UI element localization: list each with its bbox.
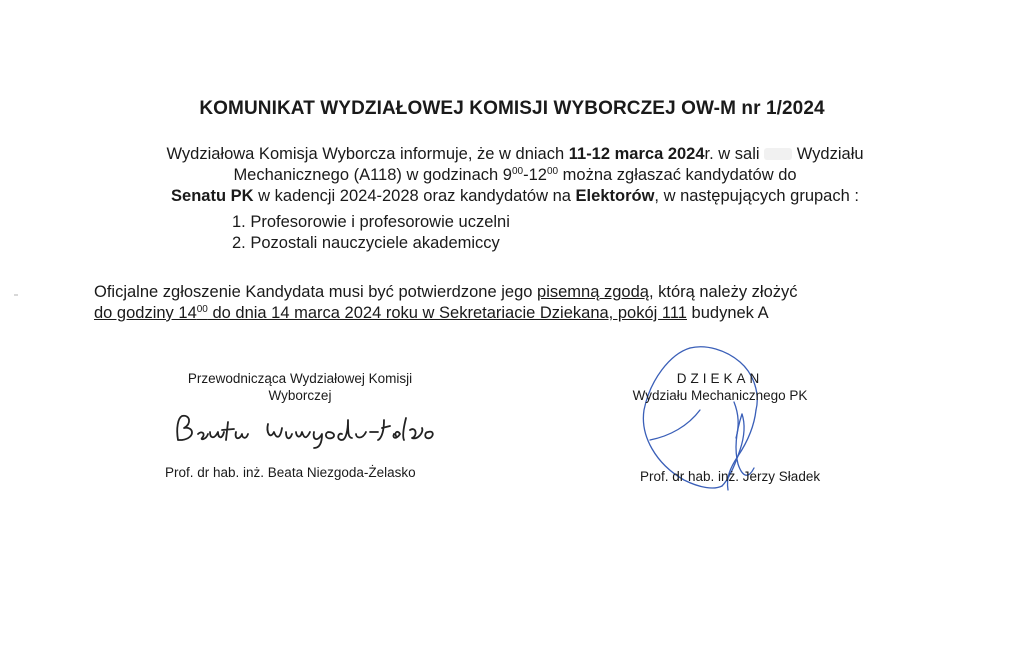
chair-handwritten-signature — [172, 410, 442, 450]
date-range: 11-12 marca 2024 — [568, 145, 705, 163]
announcement-line-3: Senatu PK w kadencji 2024-2028 oraz kandydatów na Elektorów, w następujących grupach : — [171, 187, 859, 205]
senat-pk: Senatu PK — [171, 187, 254, 205]
elektorow: Elektorów — [575, 187, 655, 205]
signature-block-dean — [600, 370, 840, 484]
submission-line-2: do godziny $14^{00}$ do dnia 14 marca 2024 roku w Sekretariacie Dziekana, pokój 111 budynek A — [94, 304, 769, 322]
chair-role-line-2: Wyborczej — [268, 388, 332, 403]
announcement-paragraph — [100, 144, 930, 207]
list-item: 2. Pozostali nauczyciele akademiccy — [232, 234, 500, 252]
dean-name: Prof. dr hab. inż. Jerzy Sładek — [640, 469, 821, 484]
announcement-line-2: Mechanicznego (A118) w godzinach $9^{00}-12^{00}$ można zgłaszać kandydatów do — [233, 166, 797, 184]
deadline-underlined: do godziny $14^{00}$ do dnia 14 marca 2024 roku w Sekretariacie Dziekana, pokój 111 — [94, 304, 687, 322]
signature-block-chair — [165, 370, 435, 480]
written-consent: pisemną zgodą — [537, 283, 649, 301]
chair-role-line-1: Przewodnicząca Wydziałowej Komisji — [187, 371, 413, 386]
announcement-line-1: Wydziałowa Komisja Wyborcza informuje, że w dniach 11-12 marca 2024r. w sali Wydziału — [166, 145, 864, 163]
groups-list — [232, 212, 510, 254]
dean-unit: Wydziału Mechanicznego PK — [632, 388, 808, 403]
chair-name: Prof. dr hab. inż. Beata Niezgoda-Żelasko — [165, 465, 416, 480]
document-title: KOMUNIKAT WYDZIAŁOWEJ KOMISJI WYBORCZEJ OW-M nr 1/2024 — [199, 98, 825, 119]
redacted-room-number — [764, 148, 792, 160]
submission-paragraph — [94, 282, 798, 324]
scan-speck — [14, 294, 18, 296]
dean-role: DZIEKAN — [676, 371, 764, 386]
submission-line-1: Oficjalne zgłoszenie Kandydata musi być potwierdzone jego pisemną zgodą, którą należy złożyć — [94, 283, 798, 301]
list-item: 1. Profesorowie i profesorowie uczelni — [232, 213, 510, 231]
